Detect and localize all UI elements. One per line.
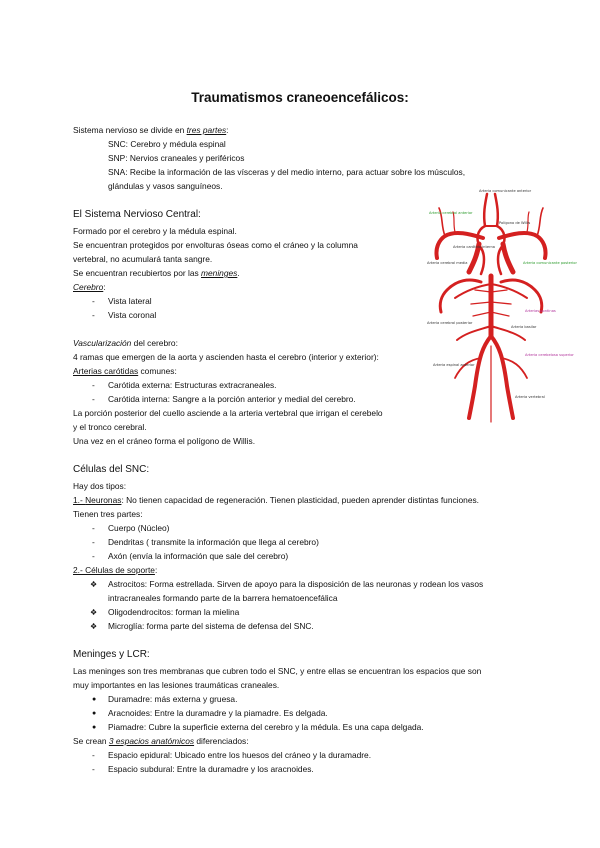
figure-label: Arteria comunicante anterior — [479, 189, 532, 193]
snc-line: vertebral, no acumulará tanta sangre. — [73, 254, 213, 264]
soporte-item: Oligodendrocitos: forman la mielina — [108, 607, 240, 617]
soporte-colon: : — [154, 565, 158, 575]
intro-item: SNP: Nervios craneales y periféricos — [108, 153, 245, 163]
diamond-bullet-icon: ❖ — [90, 580, 98, 589]
cerebro-item: Vista lateral — [108, 296, 152, 306]
dash-bullet: - — [92, 296, 95, 306]
dash-bullet: - — [92, 750, 95, 760]
intro-lead — [73, 125, 229, 136]
meninge-item: Aracnoides: Entre la duramadre y la piamadre. Es delgada. — [108, 708, 328, 718]
dash-bullet: - — [92, 380, 95, 390]
dash-bullet: - — [92, 310, 95, 320]
figure-label: Arteria comunicante posterior — [523, 261, 577, 265]
dot-bullet-icon: ● — [92, 724, 97, 731]
page-title: Traumatismos craneoencefálicos: — [191, 90, 409, 105]
dash-bullet: - — [92, 523, 95, 533]
carotidas-line — [73, 366, 177, 377]
diamond-bullet-icon: ❖ — [90, 608, 98, 617]
snc-line: Se encuentran protegidos por envolturas óseas como el cráneo y la columna — [73, 240, 358, 250]
cerebro-item: Vista coronal — [108, 310, 157, 320]
diamond-bullet-icon: ❖ — [90, 622, 98, 631]
intro-item: SNC: Cerebro y médula espinal — [108, 139, 226, 149]
espacios-post: diferenciados: — [194, 736, 249, 746]
meninge-item: Duramadre: más externa y gruesa. — [108, 694, 238, 704]
espacio-item: Espacio epidural: Ubicado entre los huesos del cráneo y la duramadre. — [108, 750, 372, 760]
cerebro-label — [73, 282, 106, 293]
dash-bullet: - — [92, 551, 95, 561]
figure-label: Arterias pontinas — [525, 309, 556, 313]
figure-label: Arteria cerebral anterior — [429, 211, 473, 215]
figure-label: Arteria cerebral media — [427, 261, 468, 265]
espacio-item: Espacio subdural: Entre la duramadre y los aracnoides. — [108, 764, 314, 774]
vasc-line: La porción posterior del cuello asciende a la arteria vertebral que irrigan el cerebelo — [73, 408, 383, 418]
meninges-heading: Meninges y LCR: — [73, 649, 150, 660]
figure-label: Arteria carótida interna — [453, 245, 495, 249]
soporte-link: 2.- Células de soporte — [73, 565, 155, 575]
dash-bullet: - — [92, 764, 95, 774]
carotidas-rest: comunes: — [138, 366, 177, 376]
cells-heading: Células del SNC: — [73, 464, 150, 475]
figure-label: Arteria espinal anterior — [433, 363, 475, 367]
intro-lead-colon: : — [226, 125, 229, 135]
espacios-link: 3 espacios anatómicos — [108, 736, 195, 746]
carotida-item: Carótida interna: Sangre a la porción anterior y medial del cerebro. — [108, 394, 356, 404]
dot-bullet-icon: ● — [92, 710, 97, 717]
soporte-item: Astrocitos: Forma estrellada. Sirven de apoyo para la disposición de las neuronas y rodean los vasos — [108, 579, 484, 589]
neurona-part: Cuerpo (Núcleo) — [108, 523, 170, 533]
vasc-line: y el tronco cerebral. — [73, 422, 147, 432]
carotidas-link: Arterias carótidas — [73, 366, 139, 376]
figure-label: Arteria vertebral — [515, 395, 545, 399]
figure-label: Arteria cerebelosa superior — [525, 353, 574, 357]
cerebro-label-text: Cerebro — [73, 282, 104, 292]
meninges-link: meninges — [201, 268, 238, 278]
figure-label: Polígono de Willis — [499, 221, 531, 225]
carotida-item: Carótida externa: Estructuras extracraneales. — [108, 380, 277, 390]
dash-bullet: - — [92, 394, 95, 404]
neuronas-link: Neuronas — [85, 495, 122, 505]
snc-line — [73, 268, 240, 279]
soporte-item: Microglía: forma parte del sistema de defensa del SNC. — [108, 621, 314, 631]
intro-item: SNA: Recibe la información de las vísceras y del medio interno, para actuar sobre los músculos, — [108, 167, 466, 177]
vasc-line: Una vez en el cráneo forma el polígono de Willis. — [73, 436, 256, 446]
circle-of-willis-figure — [425, 186, 577, 426]
soporte-line — [73, 565, 157, 576]
vasc-line: 4 ramas que emergen de la aorta y ascienden hasta el cerebro (interior y exterior): — [73, 352, 379, 362]
cells-line: Tienen tres partes: — [73, 509, 143, 519]
intro-lead-text: Sistema nervioso se divide en — [73, 125, 187, 135]
neuronas-rest: : No tienen capacidad de regeneración. Tienen plasticidad, pueden aprender distintas funciones. — [121, 495, 480, 505]
meninges-line: Las meninges son tres membranas que cubren todo el SNC, y entre ellas se encuentran los espacios que son — [73, 666, 482, 676]
figure-label: Arteria cerebral posterior — [427, 321, 473, 325]
neurona-part: Axón (envía la información que sale del cerebro) — [108, 551, 289, 561]
neurona-part: Dendritas ( transmite la información que llega al cerebro) — [108, 537, 319, 547]
intro-item: glándulas y vasos sanguíneos. — [108, 181, 223, 191]
snc-heading: El Sistema Nervioso Central: — [73, 209, 201, 220]
meninges-line: muy importantes en las lesiones traumáticas craneales. — [73, 680, 280, 690]
neuronas-num: 1.- — [73, 495, 86, 505]
snc-line: Formado por el cerebro y la médula espinal. — [73, 226, 237, 236]
vasc-heading-em: Vascularización — [73, 338, 132, 348]
vasc-heading-rest: del cerebro: — [131, 338, 178, 348]
cells-line: Hay dos tipos: — [73, 481, 127, 491]
meninge-item: Piamadre: Cubre la superficie externa del cerebro y la médula. Es una capa delgada. — [108, 722, 424, 732]
espacios-line — [73, 736, 249, 747]
snc-line4-end: . — [237, 268, 240, 278]
neuronas-line — [73, 495, 479, 506]
dot-bullet-icon: ● — [92, 696, 97, 703]
dash-bullet: - — [92, 537, 95, 547]
cerebro-colon: : — [103, 282, 106, 292]
espacios-pre: Se crean — [73, 736, 109, 746]
snc-line4-text: Se encuentran recubiertos por las — [73, 268, 202, 278]
figure-label: Arteria basilar — [511, 325, 537, 329]
vasc-heading — [73, 338, 178, 349]
intro-lead-link: tres partes — [186, 125, 227, 135]
soporte-item: intracraneales formando parte de la barrera hematoencefálica — [108, 593, 338, 603]
